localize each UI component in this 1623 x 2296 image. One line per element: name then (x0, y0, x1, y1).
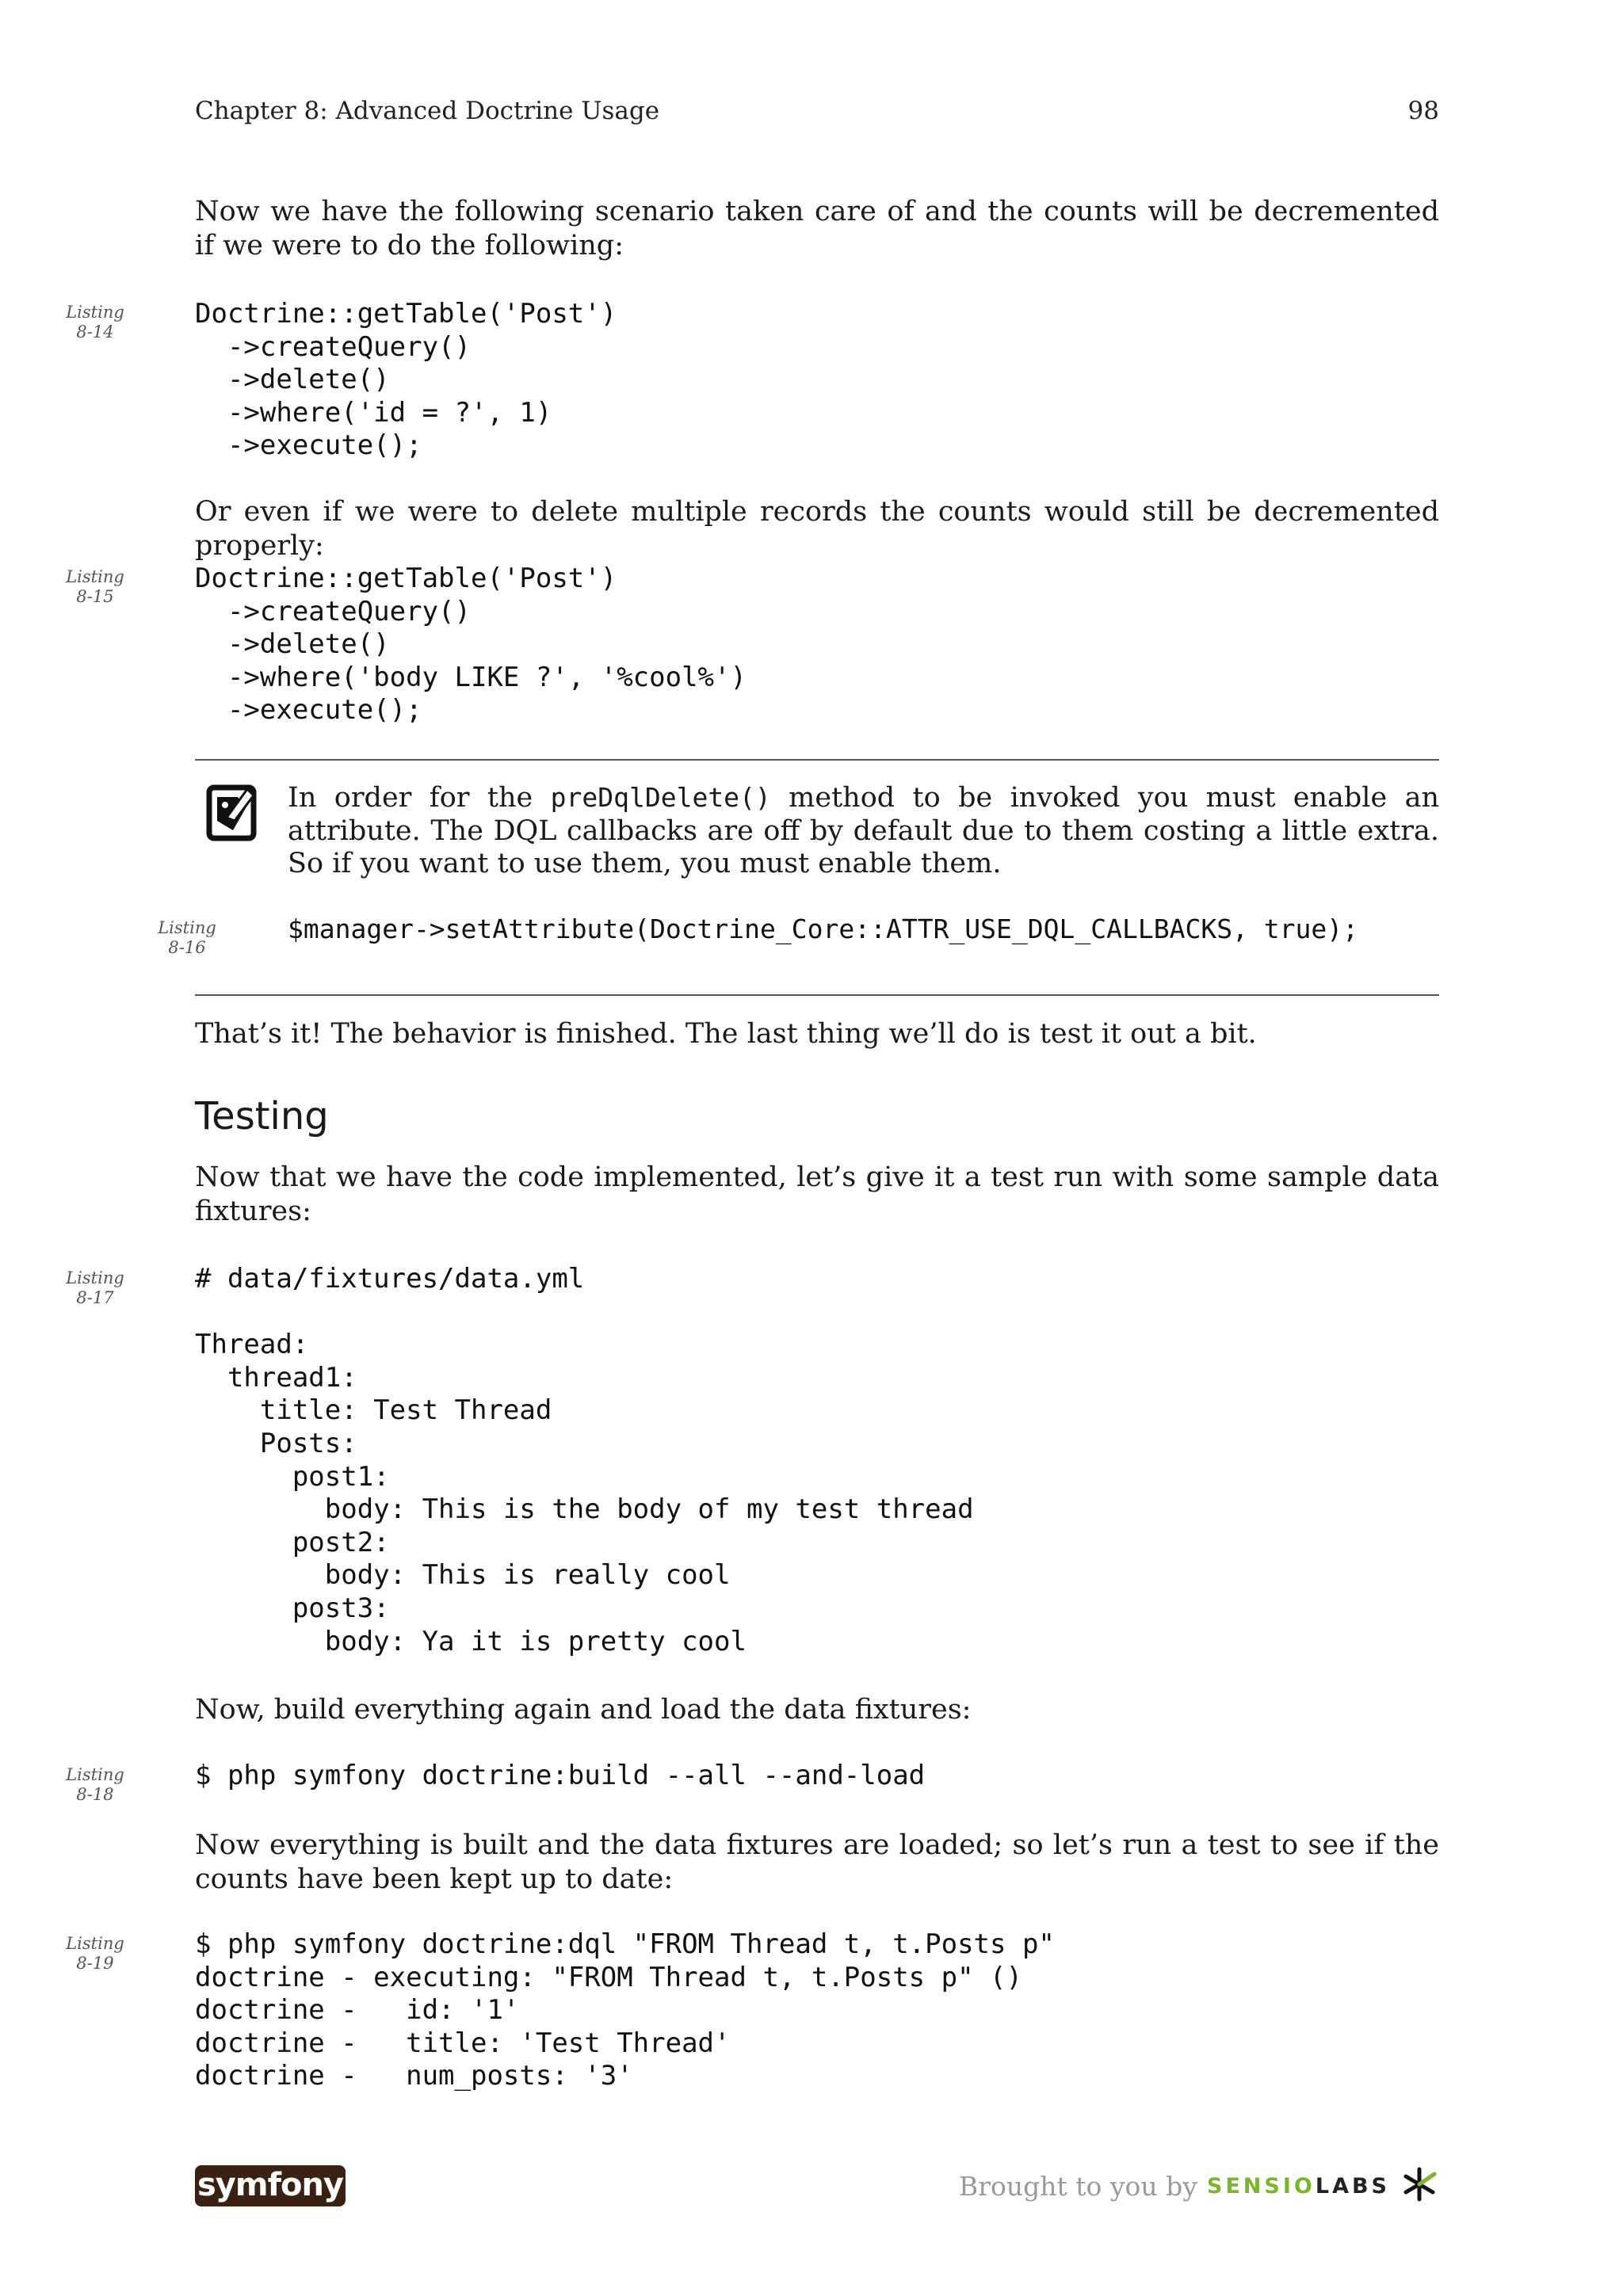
section-heading: Testing (195, 1094, 329, 1138)
listing-label (48, 1268, 143, 1308)
sensiolabs-logo (1207, 2174, 1390, 2199)
footer-credit (959, 2164, 1439, 2207)
listing-label (139, 918, 235, 958)
paragraph: Now that we have the code implemented, let’s give it a test run with some sample data fixtures: (195, 1161, 1439, 1227)
listing-number: 8-18 (76, 1785, 114, 1804)
listing-word: Listing (66, 567, 124, 586)
paragraph: Or even if we were to delete multiple records the counts would still be decremented properly: (195, 496, 1439, 562)
brand-part2: LABS (1315, 2173, 1390, 2199)
brought-to-you-text: Brought to you by (959, 2170, 1197, 2202)
paragraph: Now we have the following scenario taken care of and the counts will be decremented if we were to do the following: (195, 196, 1439, 261)
listing-word: Listing (66, 1765, 124, 1784)
paragraph: That’s it! The behavior is finished. The last thing we’ll do is test it out a bit. (195, 1018, 1257, 1050)
note-text-before: In order for the (288, 782, 551, 814)
symfony-logo: symfony (195, 2165, 346, 2206)
listing-label (48, 1934, 143, 1974)
note-icon (206, 784, 257, 841)
chapter-title: Chapter 8: Advanced Doctrine Usage (195, 97, 660, 125)
code-listing: $ php symfony doctrine:build --all --and-load (195, 1760, 926, 1791)
inline-code: preDqlDelete() (550, 782, 771, 813)
listing-number: 8-14 (76, 322, 114, 341)
listing-number: 8-15 (76, 587, 114, 606)
listing-word: Listing (158, 918, 216, 937)
brand-part1: SENSIO (1206, 2173, 1316, 2199)
listing-number: 8-16 (168, 938, 206, 957)
paragraph: Now everything is built and the data fixtures are loaded; so let’s run a test to see if the counts have been kept up to date: (195, 1829, 1439, 1895)
running-header (195, 97, 1439, 125)
code-listing: $manager->setAttribute(Doctrine_Core::ATTR_USE_DQL_CALLBACKS, true); (288, 913, 1359, 944)
listing-word: Listing (66, 1934, 124, 1953)
note-top-rule (195, 759, 1439, 761)
paragraph: Now, build everything again and load the data fixtures: (195, 1694, 972, 1726)
sensiolabs-star-icon (1400, 2164, 1439, 2207)
listing-label (48, 1765, 143, 1805)
code-listing: # data/fixtures/data.yml Thread: thread1: title: Test Thread Posts: post1: body: This is the body of my test thread post2: body: This is really cool post3: body: Ya it is pretty cool (195, 1263, 974, 1657)
code-listing: Doctrine::getTable('Post') ->createQuery() ->delete() ->where('body LIKE ?', '%cool%') ->execute(); (195, 563, 747, 727)
note-text (288, 781, 1439, 881)
code-listing: Doctrine::getTable('Post') ->createQuery() ->delete() ->where('id = ?', 1) ->execute(); (195, 298, 617, 462)
note-text-after: method to be invoked you must enable an attribute. The DQL callbacks are off by default due to them costing a little extra. So if you want to use them, you must enable them. (288, 782, 1439, 879)
listing-label (48, 567, 143, 607)
listing-number: 8-19 (76, 1954, 114, 1973)
listing-word: Listing (66, 303, 124, 322)
listing-number: 8-17 (76, 1288, 114, 1307)
listing-word: Listing (66, 1268, 124, 1287)
code-listing: $ php symfony doctrine:dql "FROM Thread t, t.Posts p" doctrine - executing: "FROM Thread t, t.Posts p" () doctrine - id: '1' doctrine - title: 'Test Thread' doctrine - num_posts: '3' (195, 1928, 1055, 2092)
page (66, 0, 1439, 2296)
page-number: 98 (1407, 97, 1439, 125)
listing-label (48, 303, 143, 342)
note-bottom-rule (195, 994, 1439, 996)
